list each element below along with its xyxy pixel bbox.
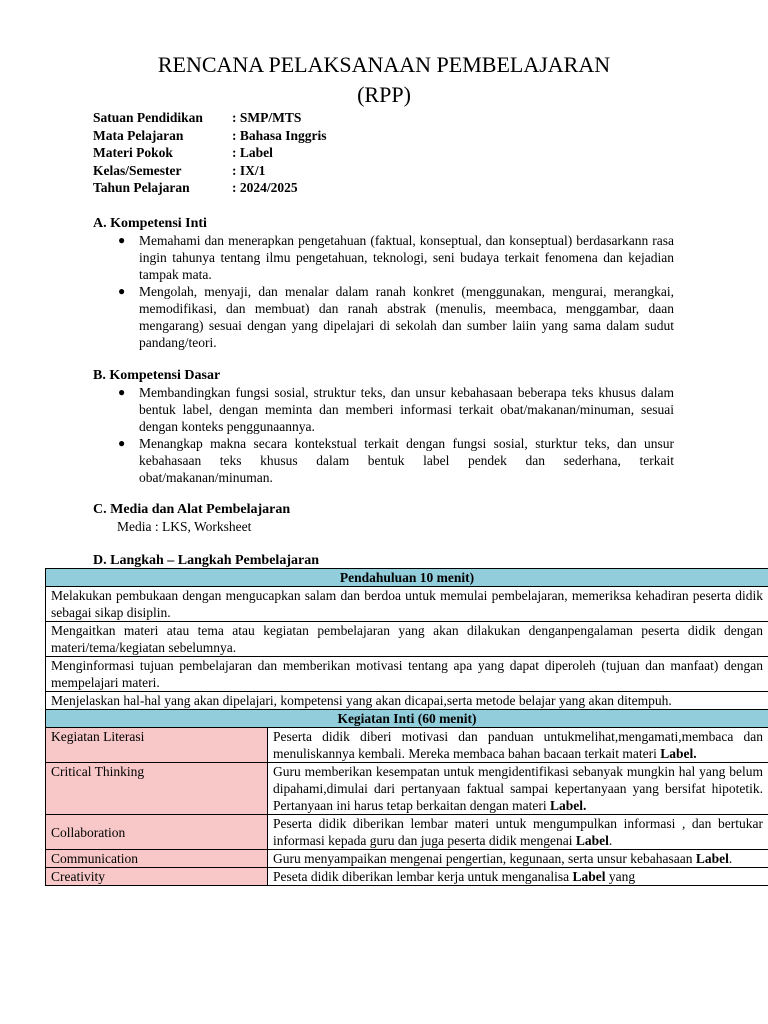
table-row bbox=[46, 815, 768, 850]
section-heading: A. Kompetensi Inti bbox=[93, 216, 207, 231]
activity-description: Peserta didik diberikan lembar materi untuk mengumpulkan informasi , dan bertukar informasi kepada guru dan juga peserta didik mengenai Label. bbox=[268, 815, 768, 850]
table-row: Mengaitkan materi atau tema atau kegiatan pembelajaran yang akan dilakukan denganpengalaman peserta didik dengan materi/tema/kegiatan sebelumnya. bbox=[46, 622, 768, 657]
identity-row: Materi Pokok : Label bbox=[93, 145, 273, 160]
bullet-icon: ● bbox=[118, 385, 126, 399]
table-header-inti: Kegiatan Inti (60 menit) bbox=[46, 710, 768, 728]
identity-row: Satuan Pendidikan : SMP/MTS bbox=[93, 110, 302, 125]
identity-block bbox=[93, 109, 327, 197]
list-item: ● Memahami dan menerapkan pengetahuan (faktual, konseptual, dan konseptual) berdasarkann rasa ingin tahunya tentang ilmu pengetahuan, teknologi, seni budaya terkait fenomena dan kejadian tampak mata. bbox=[118, 233, 674, 282]
media-line: Media : LKS, Worksheet bbox=[117, 519, 252, 534]
table-row: Menginformasi tujuan pembelajaran dan memberikan motivasi tentang apa yang dapat diperoleh (tujuan dan manfaat) dengan mempelajari materi. bbox=[46, 657, 768, 692]
langkah-table bbox=[45, 568, 768, 886]
identity-row: Kelas/Semester : IX/1 bbox=[93, 162, 266, 178]
table-row: Menjelaskan hal-hal yang akan dipelajari, kompetensi yang akan dicapai,serta metode belajar yang akan ditempuh. bbox=[46, 692, 768, 710]
document-subtitle: (RPP) bbox=[357, 82, 411, 107]
table-row bbox=[46, 763, 768, 815]
section-heading: D. Langkah – Langkah Pembelajaran bbox=[93, 553, 319, 568]
bullet-icon: ● bbox=[118, 436, 126, 450]
list-item: ● Membandingkan fungsi sosial, struktur teks, dan unsur kebahasaan beberapa teks khusus dalam bentuk label, dengan meminta dan memberi informasi terkait obat/makanan/minuman, sesuai dengan konteks penggunaannya. bbox=[118, 385, 674, 434]
media-section bbox=[93, 501, 674, 535]
table-row bbox=[46, 868, 768, 886]
bullet-list bbox=[93, 232, 674, 351]
table-row bbox=[46, 728, 768, 763]
activity-description: Guru memberikan kesempatan untuk mengidentifikasi sebanyak mungkin hal yang belum dipahami,dimulai dari pertanyaan faktual sampai kepertanyaan yang bersifat hipotetik. Pertanyaan ini harus tetap berkaitan dengan materi Label. bbox=[268, 763, 768, 815]
section-heading: B. Kompetensi Dasar bbox=[93, 368, 221, 383]
activity-description: Guru menyampaikan mengenai pengertian, kegunaan, serta unsur kebahasaan Label. bbox=[268, 850, 768, 868]
activity-label: Communication bbox=[46, 850, 268, 868]
kompetensi-inti-section bbox=[93, 215, 674, 351]
bullet-icon: ● bbox=[118, 284, 126, 298]
activity-label: Collaboration bbox=[46, 815, 268, 850]
activity-description: Peserta didik diberi motivasi dan panduan untukmelihat,mengamati,membaca dan menuliskannya kembali. Mereka membaca bahan bacaan terkait materi Label. bbox=[268, 728, 768, 763]
list-item: ● Menangkap makna secara kontekstual terkait dengan fungsi sosial, sturktur teks, dan unsur kebahasaan teks khusus dalam bentuk label pendek dan sederhana, terkait obat/makanan/minuman. bbox=[118, 436, 674, 485]
table-header-pendahuluan: Pendahuluan 10 menit) bbox=[46, 569, 768, 587]
document-title: RENCANA PELAKSANAAN PEMBELAJARAN bbox=[157, 52, 611, 77]
kompetensi-dasar-section bbox=[93, 367, 674, 486]
activity-label: Creativity bbox=[46, 868, 268, 886]
table-row bbox=[46, 850, 768, 868]
identity-row: Tahun Pelajaran : 2024/2025 bbox=[93, 180, 298, 195]
bullet-icon: ● bbox=[118, 233, 126, 247]
activity-label: Critical Thinking bbox=[46, 763, 268, 815]
section-heading: C. Media dan Alat Pembelajaran bbox=[93, 502, 291, 517]
table-row: Melakukan pembukaan dengan mengucapkan salam dan berdoa untuk memulai pembelajaran, memeriksa kehadiran peserta didik sebagai sikap disiplin. bbox=[46, 587, 768, 622]
activity-label: Kegiatan Literasi bbox=[46, 728, 268, 763]
bullet-list bbox=[93, 384, 674, 486]
langkah-heading-wrap bbox=[93, 552, 674, 569]
identity-row: Mata Pelajaran : Bahasa Inggris bbox=[93, 127, 327, 143]
list-item: ● Mengolah, menyaji, dan menalar dalam ranah konkret (menggunakan, mengurai, merangkai, memodifikasi, dan membuat) dan ranah abstrak (menulis, meembaca, menggambar, daan mengarang) sesuai dengan yang dipelajari di sekolah dan sumber laiin yang sama dalam sudut pandang/teori. bbox=[118, 284, 674, 350]
activity-description: Peseta didik diberikan lembar kerja untuk menganalisa Label yang bbox=[268, 868, 768, 886]
